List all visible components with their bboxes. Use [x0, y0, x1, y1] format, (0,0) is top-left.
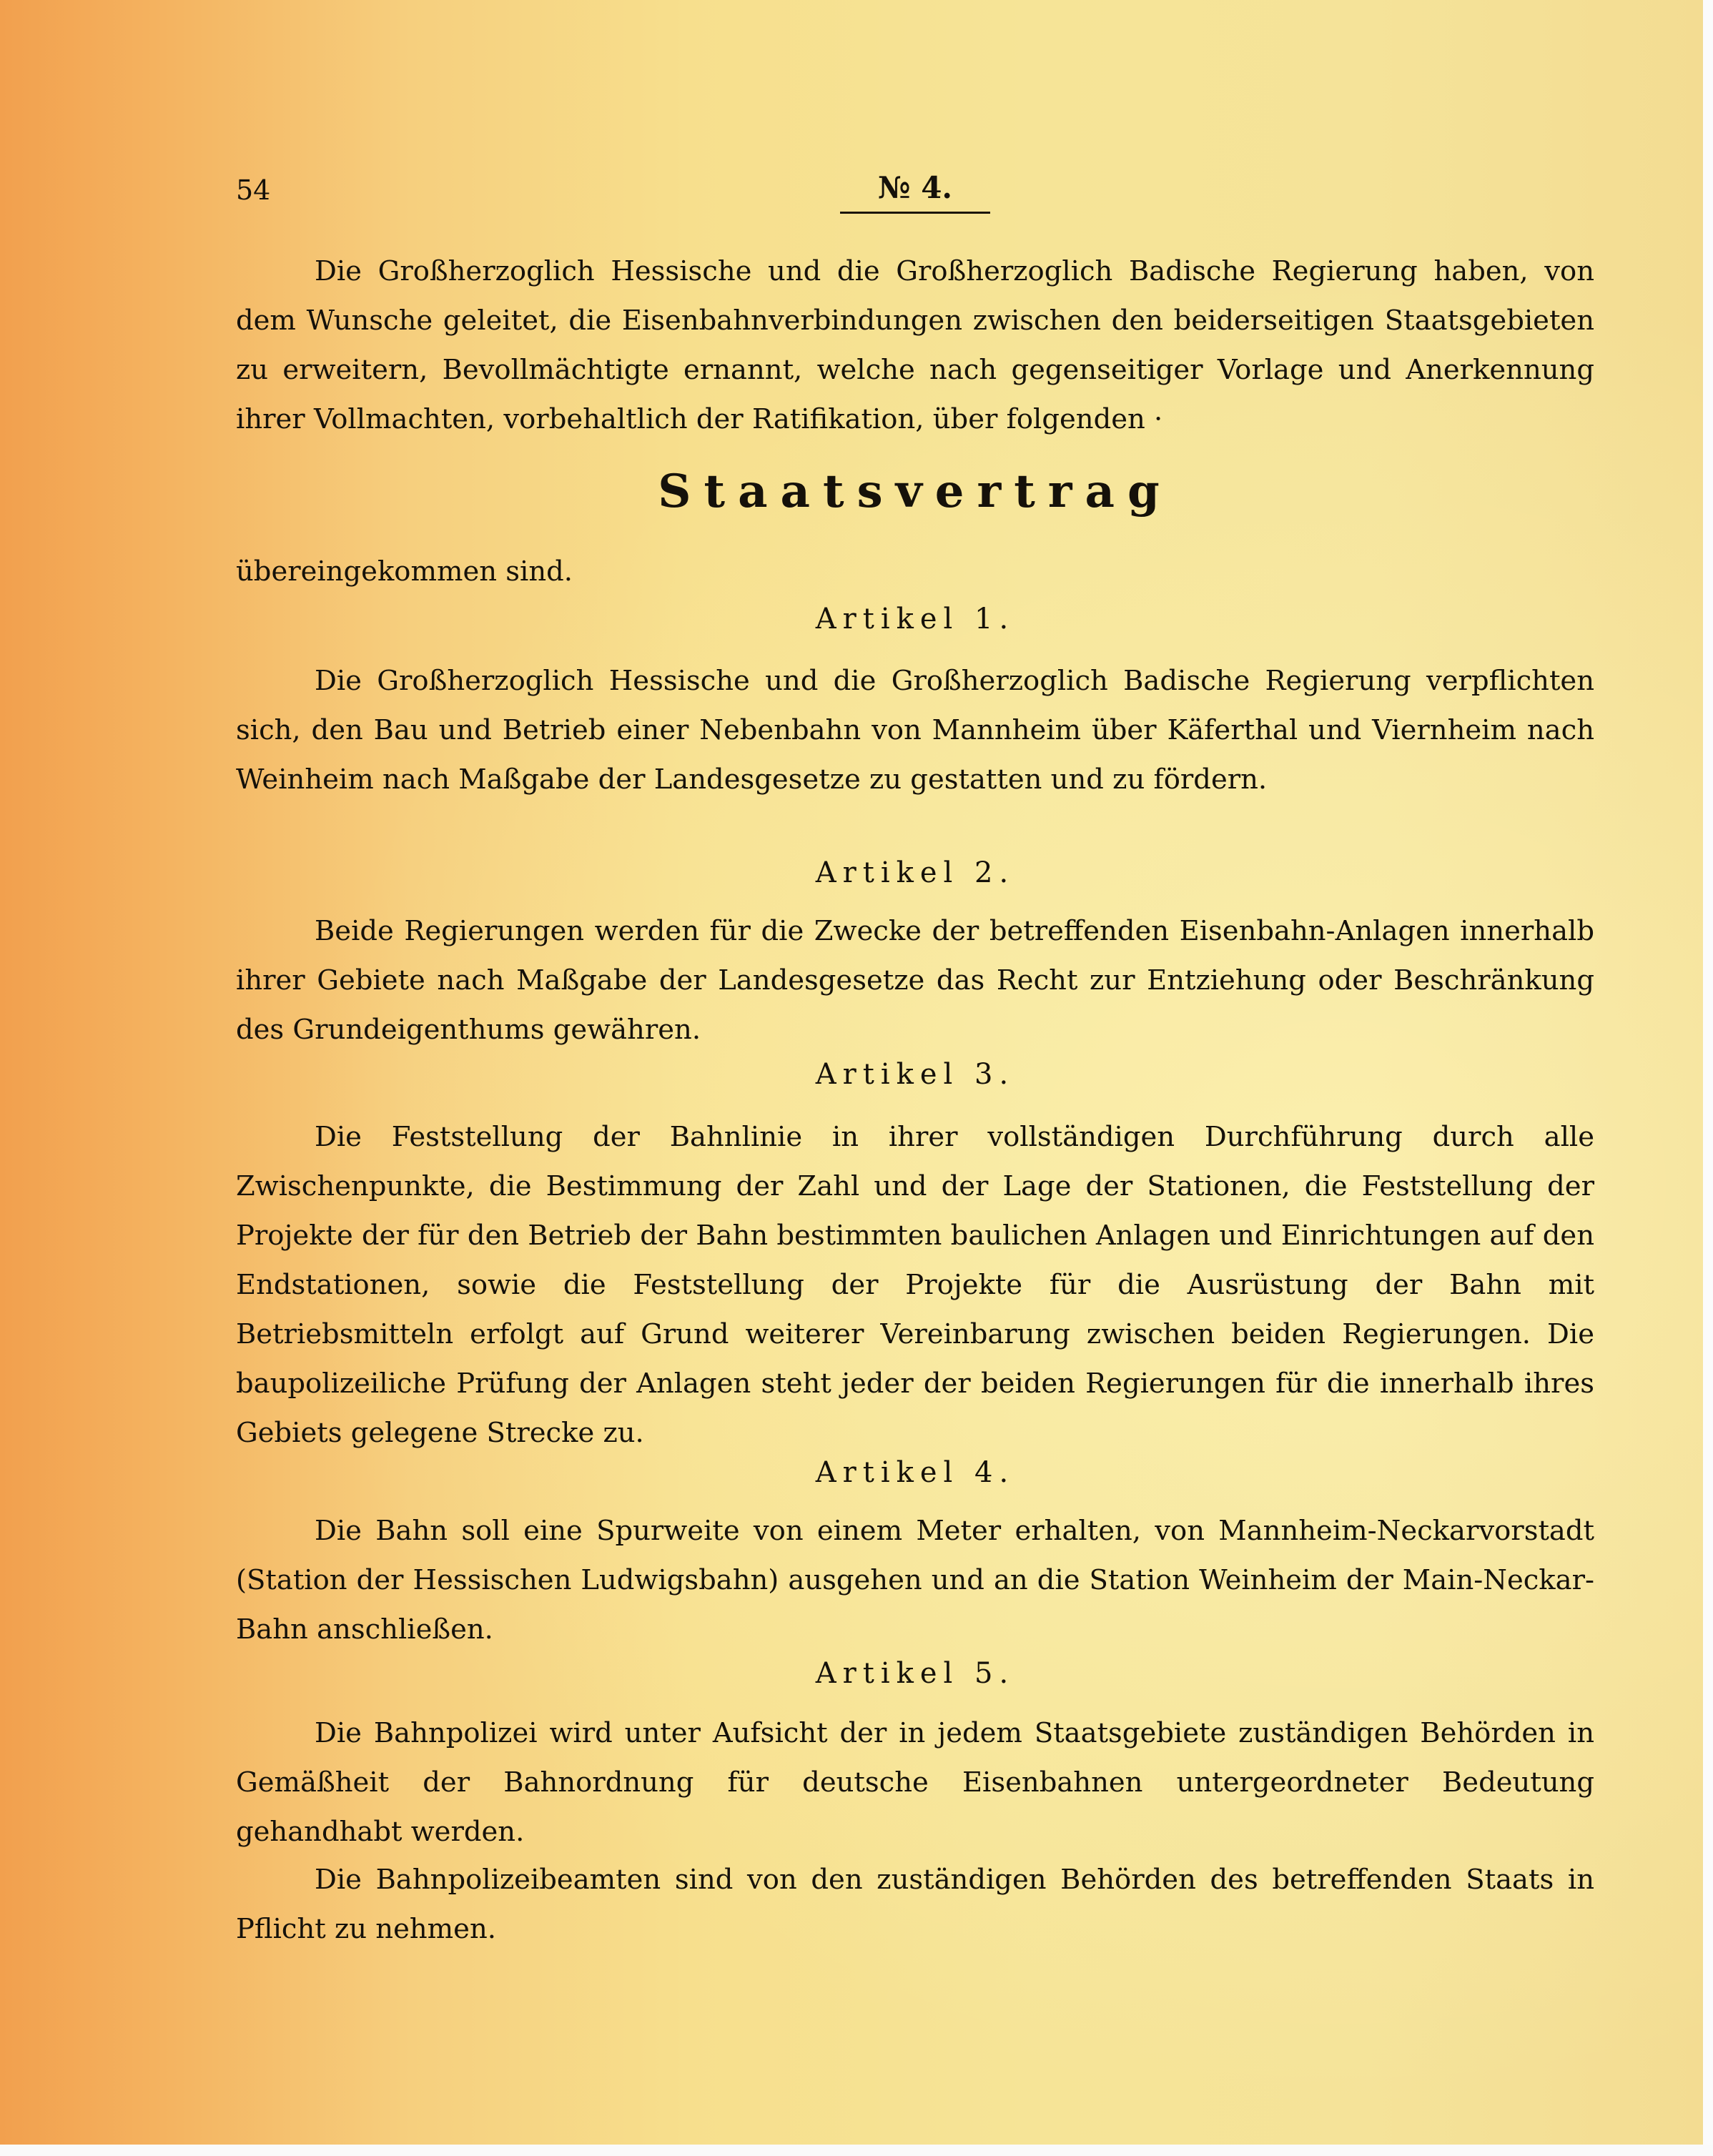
article-3-heading: Artikel 3. [815, 1058, 1015, 1091]
preamble-paragraph: Die Großherzoglich Hessische und die Großherzoglich Badische Regierung haben, von dem Wunsche geleitet, die Eisenbahnverbindungen zwischen den beiderseitigen Staatsgebieten zu erweitern, Bevollmächtigte ernannt, welche nach gegenseitiger Vorlage und Anerkennung ihrer Vollmachten, vorbehaltlich der Ratifikation, über folgenden · [236, 255, 1594, 435]
document-title: Staatsvertrag [658, 465, 1173, 518]
article-5-paragraph-1: Die Bahnpolizei wird unter Aufsicht der in jedem Staatsgebiete zuständigen Behörden in Gemäßheit der Bahnordnung für deutsche Eisenbahnen untergeordneter Bedeutung gehandhabt werden. [236, 1717, 1594, 1848]
article-1-paragraph: Die Großherzoglich Hessische und die Großherzoglich Badische Regierung verpflichten sich, den Bau und Betrieb einer Nebenbahn von Mannheim über Käferthal und Viernheim nach Weinheim nach Maßgabe der Landesgesetze zu gestatten und zu fördern. [236, 665, 1594, 796]
scan-bottom-margin [0, 2145, 1713, 2156]
closing-line: übereingekommen sind. [236, 555, 573, 588]
article-1-heading: Artikel 1. [815, 603, 1015, 636]
article-5-paragraph-2: Die Bahnpolizeibeamten sind von den zuständigen Behörden des betreffenden Staats in Pflicht zu nehmen. [236, 1864, 1594, 1945]
header-rule [840, 212, 990, 214]
issue-number: № 4. [877, 170, 953, 205]
page-header [236, 170, 1594, 220]
article-5-heading: Artikel 5. [815, 1657, 1015, 1690]
article-2-heading: Artikel 2. [815, 856, 1015, 889]
article-3-paragraph: Die Feststellung der Bahnlinie in ihrer vollständigen Durchführung durch alle Zwischenpunkte, die Bestimmung der Zahl und der Lage der Stationen, die Feststellung der Projekte der für den Betrieb der Bahn bestimmten baulichen Anlagen und Einrichtungen auf den Endstationen, sowie die Feststellung der Projekte für die Ausrüstung der Bahn mit Betriebsmitteln erfolgt auf Grund weiterer Vereinbarung zwischen beiden Regierungen. Die baupolizeiliche Prüfung der Anlagen steht jeder der beiden Regierungen für die innerhalb ihres Gebiets gelegene Strecke zu. [236, 1121, 1594, 1449]
article-4-paragraph: Die Bahn soll eine Spurweite von einem Meter erhalten, von Mannheim-Neckarvorstadt (Station der Hessischen Ludwigsbahn) ausgehen und an die Station Weinheim der Main-Neckar-Bahn anschließen. [236, 1515, 1594, 1646]
article-2-paragraph: Beide Regierungen werden für die Zwecke der betreffenden Eisenbahn-Anlagen innerhalb ihrer Gebiete nach Maßgabe der Landesgesetze das Recht zur Entziehung oder Beschränkung des Grundeigenthums gewähren. [236, 915, 1594, 1046]
article-4-heading: Artikel 4. [815, 1456, 1015, 1489]
page-number: 54 [236, 174, 271, 206]
scan-right-margin [1703, 0, 1713, 2156]
